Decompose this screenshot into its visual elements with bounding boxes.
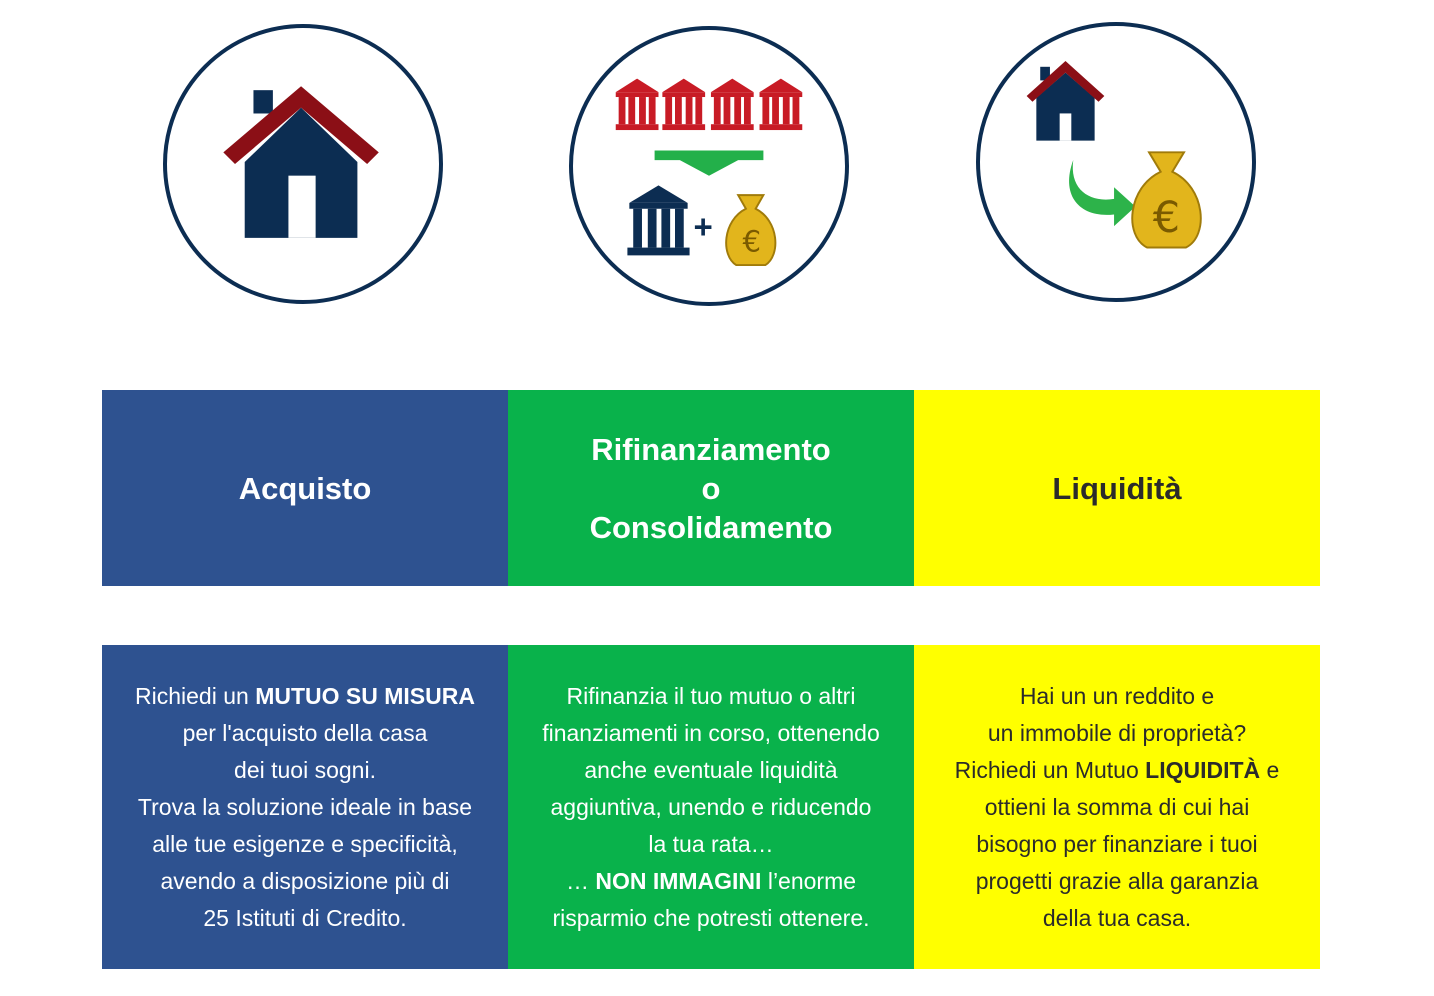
desc-line: Hai un un reddito e — [1019, 682, 1215, 709]
desc-line: la tua rata… — [648, 830, 774, 857]
desc-line: per l'acquisto della casa — [182, 719, 428, 746]
house-to-money-icon — [980, 26, 1252, 298]
title-rifinanziamento — [508, 390, 914, 586]
desc-line: ottieni la somma di cui hai — [984, 793, 1250, 820]
desc-line: aggiuntiva, unendo e riducendo — [550, 793, 872, 820]
desc-bold: LIQUIDITÀ — [1145, 756, 1261, 783]
desc-text: Richiedi un Mutuo — [954, 756, 1146, 783]
desc-line: della tua casa. — [1042, 904, 1192, 931]
acquisto-circle — [163, 24, 443, 304]
desc-acquisto — [102, 645, 508, 969]
svg-text:€: € — [742, 224, 762, 259]
title-rifinanziamento-line1: Rifinanziamento — [591, 431, 831, 467]
desc-line: Rifinanzia il tuo mutuo o altri — [566, 682, 856, 709]
desc-liquidita — [914, 645, 1320, 969]
desc-line: avendo a disposizione più di — [160, 867, 450, 894]
desc-bold: MUTUO SU MISURA — [255, 682, 475, 709]
desc-text: e — [1260, 756, 1280, 783]
svg-text:+: + — [693, 207, 713, 245]
desc-text: … — [565, 867, 596, 894]
desc-rifinanziamento — [508, 645, 914, 969]
desc-text: Richiedi un — [135, 682, 256, 709]
desc-line: un immobile di proprietà? — [987, 719, 1247, 746]
desc-line: progetti grazie alla garanzia — [975, 867, 1259, 894]
desc-line: risparmio che potresti ottenere. — [552, 904, 870, 931]
title-rifinanziamento-line3: Consolidamento — [589, 509, 833, 545]
desc-line: Trova la soluzione ideale in base — [137, 793, 473, 820]
desc-text: l’enorme — [761, 867, 857, 894]
house-icon — [167, 28, 439, 300]
desc-line: bisogno per finanziare i tuoi — [976, 830, 1258, 857]
title-rifinanziamento-line2: o — [701, 470, 721, 506]
title-liquidita-text: Liquidità — [1052, 470, 1182, 506]
desc-line: finanziamenti in corso, ottenendo — [542, 719, 880, 746]
svg-text:€: € — [1152, 192, 1181, 243]
liquidita-circle — [976, 22, 1256, 302]
rifinanziamento-circle — [569, 26, 849, 306]
title-acquisto-text: Acquisto — [238, 470, 372, 506]
desc-line: alle tue esigenze e specificità, — [152, 830, 458, 857]
desc-line — [135, 678, 475, 715]
desc-line — [542, 863, 880, 900]
descriptions-row — [102, 645, 1320, 969]
banks-merge-icon — [573, 30, 845, 302]
desc-line — [955, 752, 1280, 789]
desc-line: anche eventuale liquidità — [584, 756, 838, 783]
desc-bold: NON IMMAGINI — [595, 867, 762, 894]
desc-line: dei tuoi sogni. — [234, 756, 376, 783]
title-liquidita — [914, 390, 1320, 586]
desc-line: 25 Istituti di Credito. — [203, 904, 407, 931]
title-acquisto — [102, 390, 508, 586]
titles-row — [102, 390, 1320, 586]
